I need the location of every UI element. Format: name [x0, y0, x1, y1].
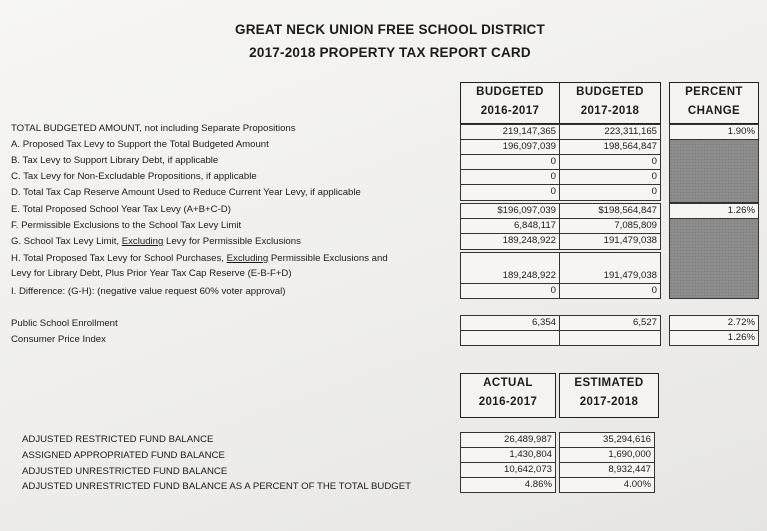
cell-assigned-estimated: 1,690,000: [559, 447, 655, 463]
header-estimated-2017: ESTIMATED 2017-2018: [559, 373, 659, 418]
label-a: A. Proposed Tax Levy to Support the Total Budgeted Amount: [11, 139, 269, 150]
cell-a-2017: 198,564,847: [559, 139, 661, 155]
label-b: B. Tax Levy to Support Library Debt, if applicable: [11, 155, 219, 166]
cell-i-2016: 0: [460, 283, 560, 299]
header-budgeted-2016: BUDGETED 2016-2017: [460, 82, 560, 124]
cell-e-pct: 1.26%: [669, 203, 759, 219]
label-h-continued: Levy for Library Debt, Plus Prior Year Tax Cap Reserve (E-B-F+D): [11, 268, 292, 279]
district-title: GREAT NECK UNION FREE SCHOOL DISTRICT: [235, 22, 545, 37]
cell-f-2017: 7,085,809: [559, 218, 661, 234]
cell-c-2016: 0: [460, 169, 560, 185]
cell-g-2017: 191,479,038: [559, 233, 661, 250]
cell-d-2017: 0: [559, 184, 661, 201]
label-restricted-fund: ADJUSTED RESTRICTED FUND BALANCE: [22, 434, 214, 445]
cell-f-2016: 6,848,117: [460, 218, 560, 234]
label-unrestricted-fund: ADJUSTED UNRESTRICTED FUND BALANCE: [22, 466, 228, 477]
cell-enrollment-pct: 2.72%: [669, 315, 759, 331]
cell-enrollment-2017: 6,527: [559, 315, 661, 331]
header-actual-2016: ACTUAL 2016-2017: [460, 373, 556, 418]
cell-total-pct: 1.90%: [669, 124, 759, 140]
cell-e-2017: $198,564,847: [559, 203, 661, 219]
cell-c-2017: 0: [559, 169, 661, 185]
cell-b-2016: 0: [460, 154, 560, 170]
label-cpi: Consumer Price Index: [11, 334, 106, 345]
label-g: G. School Tax Levy Limit, Excluding Levy for Permissible Exclusions: [11, 236, 301, 247]
cell-cpi-2017: [559, 330, 661, 346]
cell-b-2017: 0: [559, 154, 661, 170]
cell-assigned-actual: 1,430,804: [460, 447, 556, 463]
cell-restricted-estimated: 35,294,616: [559, 432, 655, 448]
cell-enrollment-2016: 6,354: [460, 315, 560, 331]
cell-a-2016: 196,097,039: [460, 139, 560, 155]
label-f: F. Permissible Exclusions to the School Tax Levy Limit: [11, 220, 242, 231]
label-d: D. Total Tax Cap Reserve Amount Used to Reduce Current Year Levy, if applicable: [11, 187, 361, 198]
cell-i-2017: 0: [559, 283, 661, 299]
cell-unrestricted-estimated: 8,932,447: [559, 462, 655, 478]
cell-unrestricted-actual: 10,642,073: [460, 462, 556, 478]
cell-total-2016: 219,147,365: [460, 124, 560, 140]
cell-cpi-2016: [460, 330, 560, 346]
label-i: I. Difference: (G-H): (negative value request 60% voter approval): [11, 286, 286, 297]
cell-h-2017: 191,479,038: [559, 252, 661, 284]
cell-e-2016: $196,097,039: [460, 203, 560, 219]
label-assigned-fund: ASSIGNED APPROPRIATED FUND BALANCE: [22, 450, 225, 461]
label-unrestricted-percent: ADJUSTED UNRESTRICTED FUND BALANCE AS A PERCENT OF THE TOTAL BUDGET: [22, 481, 411, 492]
label-c: C. Tax Levy for Non-Excludable Propositions, if applicable: [11, 171, 257, 182]
cell-restricted-actual: 26,489,987: [460, 432, 556, 448]
label-e: E. Total Proposed School Year Tax Levy (A+B+C-D): [11, 204, 231, 215]
cell-d-2016: 0: [460, 184, 560, 201]
header-budgeted-2017: BUDGETED 2017-2018: [559, 82, 661, 124]
cell-percent-estimated: 4.00%: [559, 477, 655, 493]
shaded-block-f-i: [669, 218, 759, 299]
cell-total-2017: 223,311,165: [559, 124, 661, 140]
label-enrollment: Public School Enrollment: [11, 318, 118, 329]
cell-h-2016: 189,248,922: [460, 252, 560, 284]
cell-g-2016: 189,248,922: [460, 233, 560, 250]
cell-percent-actual: 4.86%: [460, 477, 556, 493]
cell-cpi-pct: 1.26%: [669, 330, 759, 346]
report-title: 2017-2018 PROPERTY TAX REPORT CARD: [249, 45, 531, 60]
label-h: H. Total Proposed Tax Levy for School Purchases, Excluding Permissible Exclusions and: [11, 253, 388, 264]
header-percent-change: PERCENT CHANGE: [669, 82, 759, 124]
shaded-block-a-d: [669, 139, 759, 203]
label-total-budgeted: TOTAL BUDGETED AMOUNT, not including Separate Propositions: [11, 123, 296, 134]
